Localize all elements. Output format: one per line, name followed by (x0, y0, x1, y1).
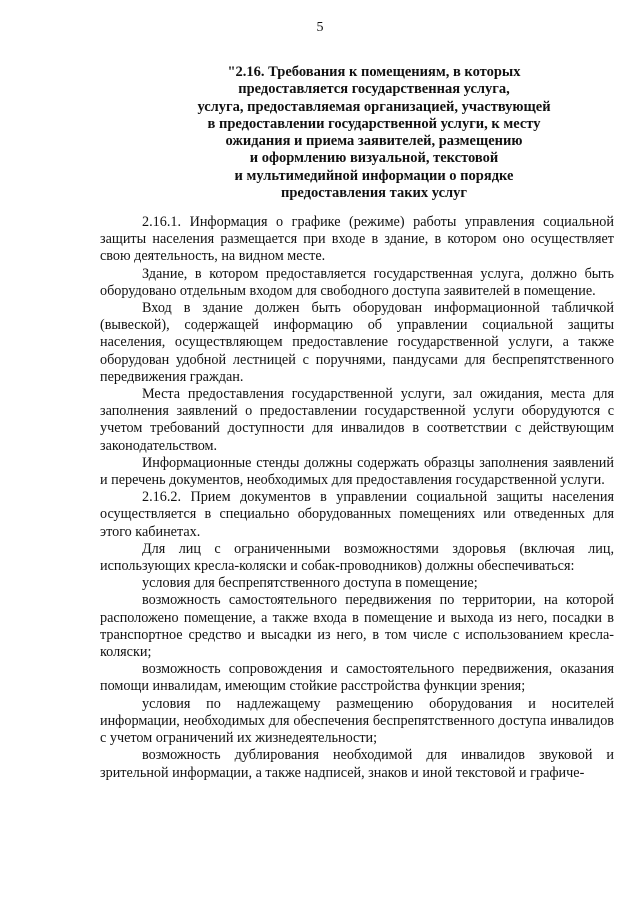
section-heading (196, 64, 552, 202)
paragraph: 2.16.1. Информация о графике (режиме) работы управления социальной защиты населения размещается при входе в здание, в котором оно осуществляет свою деятельность, на видном месте. (100, 214, 614, 265)
paragraph: Здание, в котором предоставляется государственная услуга, должно быть оборудовано отдельным входом для свободного доступа заявителей в помещение. (100, 265, 614, 299)
page-number: 5 (316, 20, 324, 35)
heading-line: в предоставлении государственной услуги, к месту (207, 115, 541, 132)
heading-line: и мультимедийной информации о порядке (234, 167, 514, 184)
paragraph: Вход в здание должен быть оборудован информационной табличкой (вывеской), содержащей информацию об управлении социальной защиты населения, осуществляющем предоставление государственной услуги, а также оборудован удобной лестницей с поручнями, пандусами для беспрепятственного передвижения граждан. (100, 300, 614, 385)
paragraph: возможность сопровождения и самостоятельного передвижения, оказания помощи инвалидам, имеющим стойкие расстройства функции зрения; (100, 661, 614, 695)
document-body (100, 214, 614, 782)
paragraph: Для лиц с ограниченными возможностями здоровья (включая лиц, использующих кресла-коляски и собак-проводников) должны обеспечиваться: (100, 540, 614, 575)
paragraph: Информационные стенды должны содержать образцы заполнения заявлений и перечень документов, необходимых для предоставления государственной услуги. (100, 454, 614, 489)
paragraph: 2.16.2. Прием документов в управлении социальной защиты населения осуществляется в специально оборудованных помещениях или отведенных для этого кабинетах. (100, 489, 614, 540)
heading-line: предоставляется государственная услуга, (238, 81, 510, 98)
heading-line: и оформлению визуальной, текстовой (249, 150, 499, 167)
paragraph: условия для беспрепятственного доступа в помещение; (142, 575, 478, 592)
heading-line: услуга, предоставляемая организацией, участвующей (197, 98, 551, 115)
paragraph: возможность самостоятельного передвижения по территории, на которой расположено помещение, а также входа в помещение и выхода из него, посадки в транспортное средство и высадки из него, в том числе с использованием кресла-коляски; (100, 592, 614, 661)
paragraph: возможность дублирования необходимой для инвалидов звуковой и зрительной информации, а также надписей, знаков и иной текстовой и графиче- (100, 747, 614, 781)
paragraph: условия по надлежащему размещению оборудования и носителей информации, необходимых для обеспечения беспрепятственного доступа инвалидов с учетом ограничений их жизнедеятельности; (100, 695, 614, 747)
heading-line: "2.16. Требования к помещениям, в которых (227, 64, 521, 80)
heading-line: ожидания и приема заявителей, размещению (225, 133, 523, 150)
paragraph: Места предоставления государственной услуги, зал ожидания, места для заполнения заявлений о предоставлении государственной услуги оборудуются с учетом требований доступности для инвалидов в соответствии с действующим законодательством. (100, 386, 614, 454)
heading-line: предоставления таких услуг (281, 185, 467, 202)
